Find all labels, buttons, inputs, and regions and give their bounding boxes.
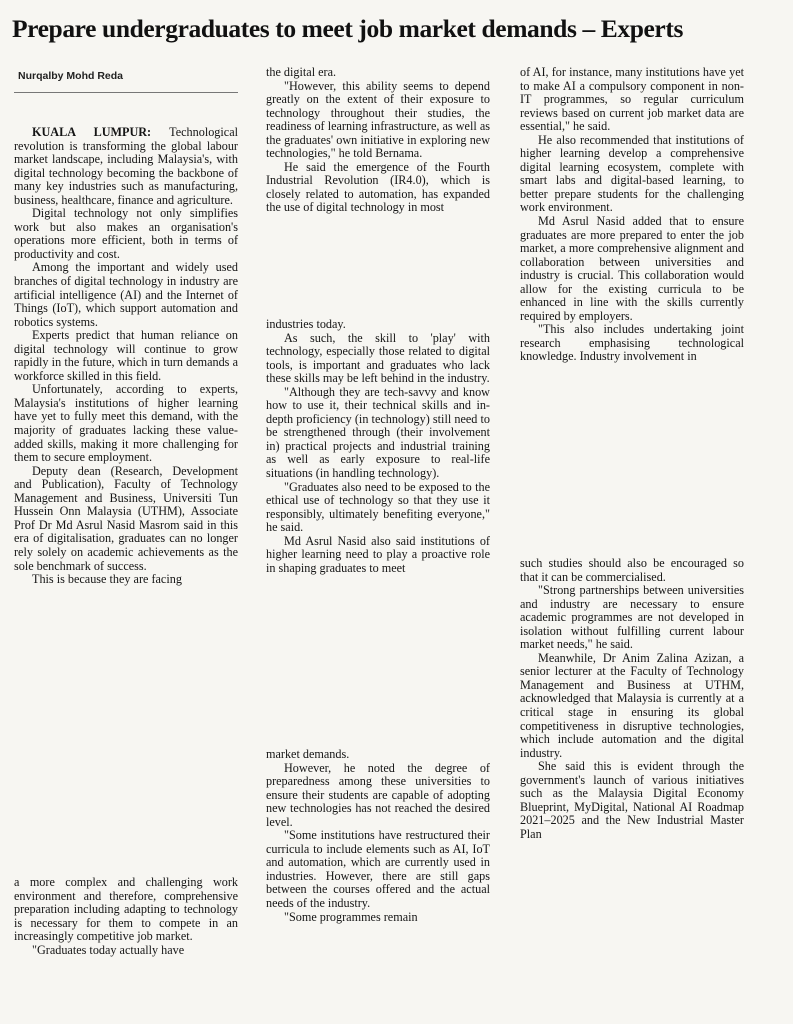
headline: Prepare undergraduates to meet job market demands – Experts — [12, 14, 683, 43]
article-paragraph — [520, 66, 744, 134]
paragraph-text: such studies should also be encouraged so that it can be commercialised. — [520, 557, 744, 584]
column-3-top — [520, 66, 744, 364]
byline-rule — [14, 92, 238, 93]
byline: Nurqalby Mohd Reda — [18, 70, 124, 82]
article-paragraph — [266, 535, 490, 576]
article-paragraph — [266, 161, 490, 215]
paragraph-text: Technological revolution is transforming the global labour market landscape, including Malaysia's, with digital technology becoming the backbone of many key industries such as manufacturing, business, healthcare, finance and agriculture. — [14, 125, 238, 207]
dateline: KUALA LUMPUR: — [32, 125, 152, 139]
paragraph-text: "Graduates also need to be exposed to the ethical use of technology so that they use it responsibly, ultimately benefiting everyone," he said. — [266, 479, 490, 535]
article-paragraph — [266, 762, 490, 830]
column-3-bottom — [520, 557, 744, 992]
paragraph-text: "Graduates today actually have — [32, 942, 185, 957]
article-paragraph — [266, 80, 490, 161]
paragraph-text: Meanwhile, Dr Anim Zalina Azizan, a senior lecturer at the Faculty of Technology Management and Business at UTHM, acknowledged that Malaysia is currently at a critical stage in ensuring its global competitiveness in disruptive technologies, which include automation and the digital industry. — [520, 650, 744, 760]
article-paragraph — [520, 652, 744, 760]
article-paragraph — [520, 760, 744, 841]
paragraph-text: "This also includes undertaking joint research emphasising technological knowledge. Industry involvement in — [520, 322, 744, 364]
column-2-bottom — [266, 748, 490, 992]
article-paragraph — [266, 911, 490, 925]
paragraph-text: Experts predict that human reliance on digital technology will continue to grow rapidly in the future, which in turn demands a workforce skilled in this field. — [14, 328, 238, 383]
article-paragraph — [266, 318, 490, 332]
article-paragraph — [14, 876, 238, 944]
article-paragraph — [266, 332, 490, 386]
paragraph-text: "Some institutions have restructured their curricula to include elements such as AI, IoT and automation, which are currently used in industries. However, there are still gaps between the courses offered and the actual needs of the industry. — [266, 828, 490, 911]
article-paragraph — [14, 261, 238, 329]
article-paragraph — [266, 481, 490, 535]
article-paragraph — [266, 829, 490, 910]
paragraph-text: market demands. — [266, 748, 350, 761]
article-paragraph — [14, 573, 238, 587]
article-paragraph — [520, 584, 744, 652]
article-paragraph — [266, 386, 490, 481]
paragraph-text: industries today. — [266, 317, 346, 331]
paragraph-text: "Some programmes remain — [284, 909, 418, 924]
article-paragraph — [520, 134, 744, 215]
article-paragraph — [14, 207, 238, 261]
paragraph-text: "However, this ability seems to depend greatly on the extent of their exposure to technology throughout their studies, the readiness of learning infrastructure, as well as the graduates' own initiative in exploring new technologies," he told Bernama. — [266, 78, 490, 161]
paragraph-text: "Although they are tech-savvy and know how to use it, their technical skills and in-depth proficiency (in technology) still need to be strengthened through (their involvement in) practical projects and industrial training as well as early exposure to real-life situations (in handling technology). — [266, 384, 490, 481]
article-paragraph — [266, 748, 490, 762]
paragraph-text: the digital era. — [266, 65, 337, 79]
paragraph-text: This is because they are facing — [32, 572, 182, 587]
paragraph-text: Unfortunately, according to experts, Malaysia's institutions of higher learning have yet to fully meet this demand, with the majority of graduates lacking these value-added skills, making it more challenging for them to secure employment. — [14, 382, 238, 465]
paragraph-text: Deputy dean (Research, Development and Publication), Faculty of Technology Management and Business, Universiti Tun Hussein Onn Malaysia (UTHM), Associate Prof Dr Md Asrul Nasid Masrom said in this era of digitalisation, graduates can no longer rely solely on academic achievements as the sole benchmark of success. — [14, 463, 238, 573]
paragraph-text: He said the emergence of the Fourth Industrial Revolution (IR4.0), which is closely related to automation, has expanded the use of digital technology in most — [266, 159, 490, 215]
column-1-top — [14, 126, 238, 587]
column-2-top — [266, 66, 490, 215]
paragraph-text: "Strong partnerships between universities and industry are necessary to ensure academic programmes are not developed in isolation without fulfilling current labour market needs," he said. — [520, 583, 744, 652]
paragraph-text: Md Asrul Nasid also said institutions of higher learning need to play a proactive role in shaping graduates to meet — [266, 533, 490, 575]
paragraph-text: However, he noted the degree of preparedness among these universities to ensure their students are capable of adopting new technologies has not reached the desired level. — [266, 760, 490, 829]
paragraph-text: He also recommended that institutions of higher learning develop a comprehensive digital learning ecosystem, complete with smart labs and digital-based learning, to better prepare students for the challenging work environment. — [520, 132, 744, 215]
article-paragraph — [520, 323, 744, 364]
article-paragraph — [14, 465, 238, 573]
paragraph-text: of AI, for instance, many institutions have yet to make AI a compulsory component in non-IT programmes, so regular curriculum reviews based on current job market data are essential," he said. — [520, 65, 744, 134]
article-paragraph — [14, 383, 238, 464]
paragraph-text: a more complex and challenging work environment and therefore, comprehensive preparation including adapting to technology is necessary for them to compete in an increasingly competitive job market. — [14, 876, 238, 944]
article-paragraph — [14, 329, 238, 383]
paragraph-text: Md Asrul Nasid added that to ensure graduates are more prepared to enter the job market, a more comprehensive alignment and collaboration between universities and industry is crucial. This collaboration would allow for the existing curricula to be enhanced in line with the skills currently required by employers. — [520, 214, 744, 323]
paragraph-text: Digital technology not only simplifies work but also makes an organisation's operations more efficient, both in terms of productivity and cost. — [14, 206, 238, 261]
column-2-middle — [266, 318, 490, 575]
article-paragraph — [14, 126, 238, 207]
article-paragraph — [266, 66, 490, 80]
paragraph-text: Among the important and widely used branches of digital technology in industry are artificial intelligence (AI) and the Internet of Things (IoT), which support automation and robotics systems. — [14, 260, 238, 329]
paragraph-text: As such, the skill to 'play' with technology, especially those related to digital tools, is important and graduates who lack these skills may be left behind in the industry. — [266, 330, 490, 386]
article-paragraph — [14, 944, 238, 958]
paragraph-text: She said this is evident through the government's launch of various initiatives such as the Malaysia Digital Economy Blueprint, MyDigital, National AI Roadmap 2021–2025 and the New Industrial Master Plan — [520, 759, 744, 841]
article-paragraph — [520, 557, 744, 584]
article-paragraph — [520, 215, 744, 323]
column-1-bottom — [14, 876, 238, 992]
